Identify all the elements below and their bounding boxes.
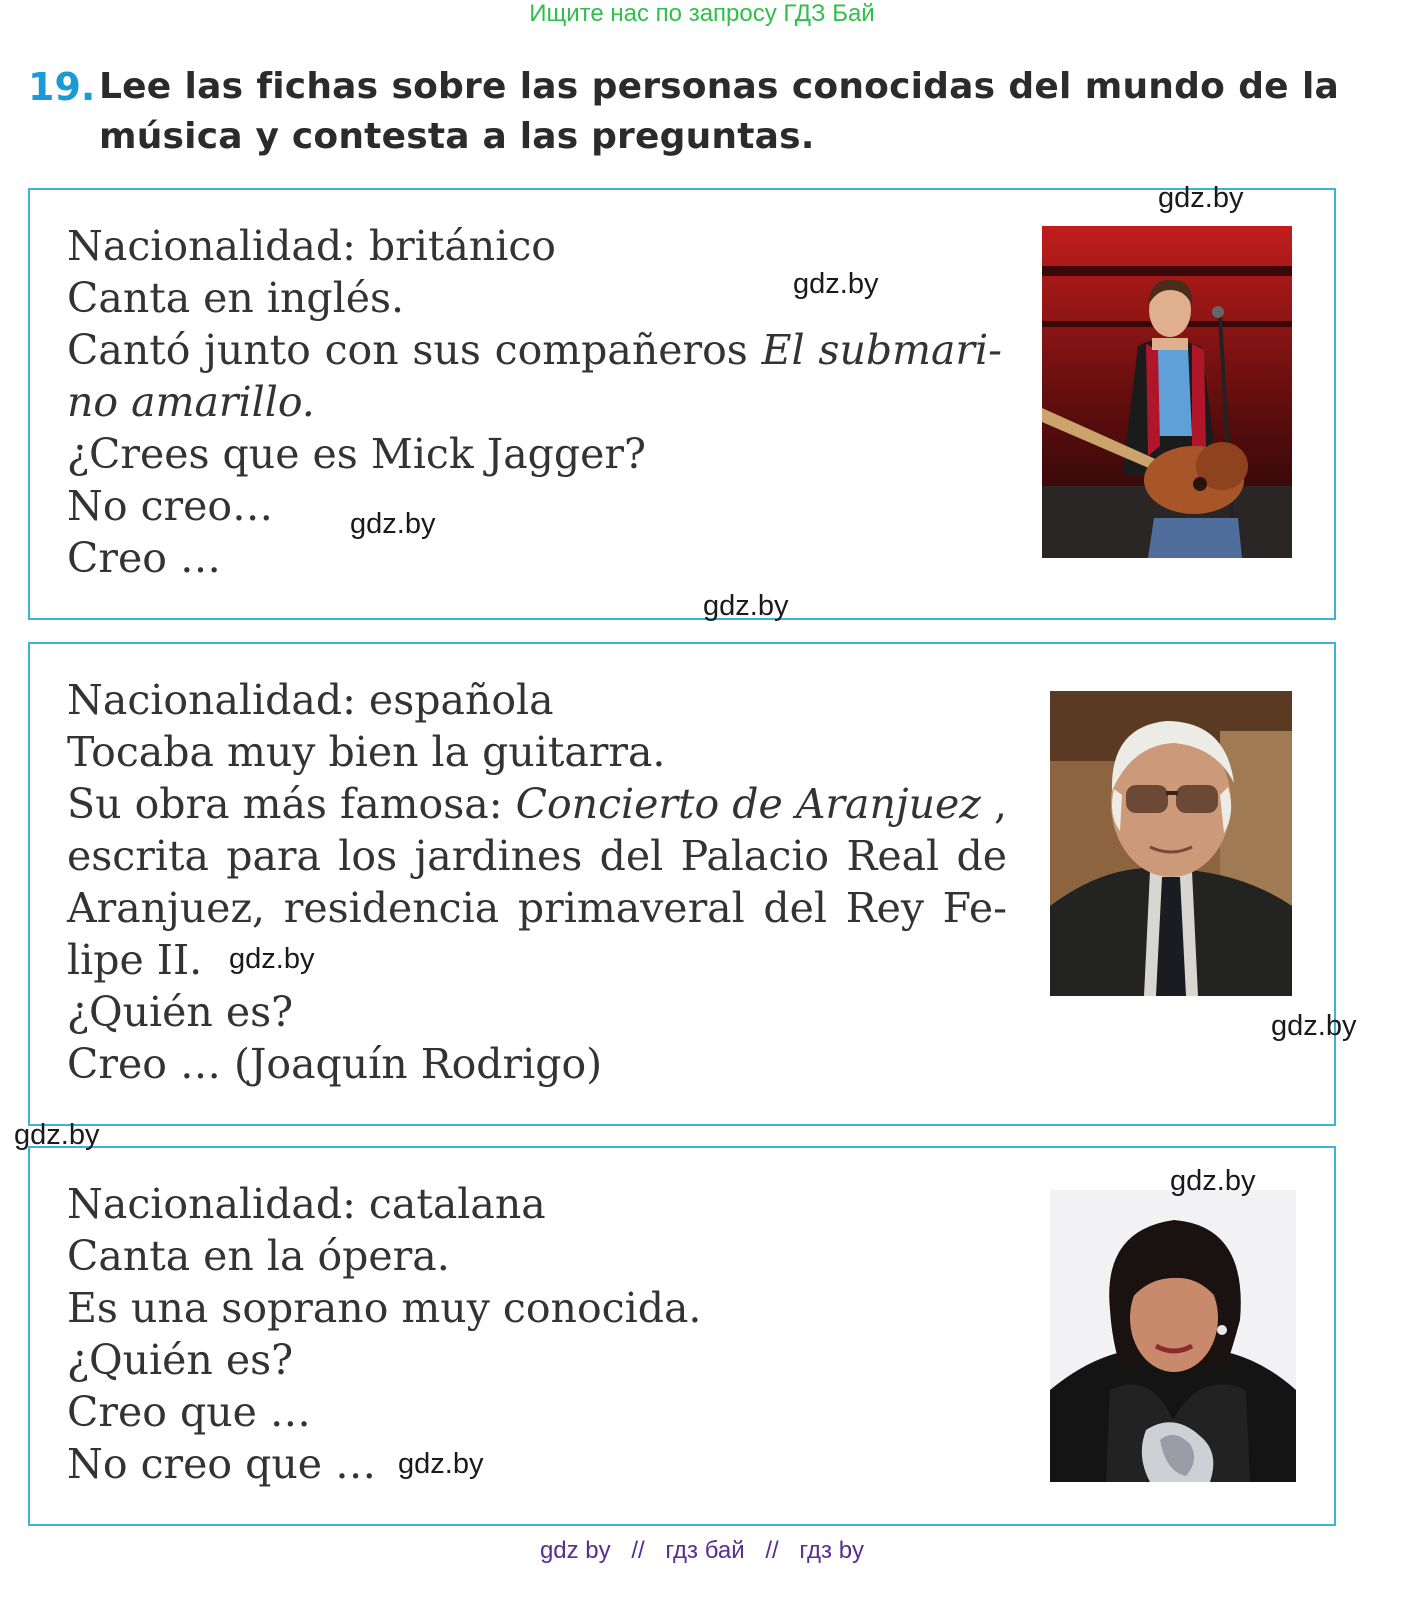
- card-1-song-title-end: no amarillo.: [67, 378, 315, 426]
- card-1-line: Canta en inglés.: [67, 274, 405, 322]
- card-2-work-title: Concierto de Aranjuez: [515, 780, 981, 828]
- card-2-line: Creo … (Joaquín Rodrigo): [67, 1040, 603, 1088]
- card-2-comma: ,: [980, 780, 1007, 828]
- exercise-number: 19.: [28, 65, 96, 109]
- card-1-line: ¿Crees que es Mick Jagger?: [67, 430, 646, 478]
- footer-links: [0, 1536, 1404, 1566]
- card-1-line: Creo …: [67, 534, 221, 582]
- footer-item: гдз by: [799, 1537, 865, 1564]
- card-1-line: [67, 376, 1002, 428]
- photo-composer: [1050, 691, 1292, 996]
- card-2-line: ¿Quién es?: [67, 988, 294, 1036]
- footer-separator: //: [631, 1537, 645, 1564]
- info-card-1: [28, 188, 1336, 620]
- top-banner: Ищите нас по запросу ГДЗ Бай: [529, 0, 875, 27]
- watermark: gdz.by: [14, 1119, 100, 1151]
- card-3-line: Creo que …: [67, 1388, 311, 1436]
- card-2-line: Aranjuez, residencia primaveral del Rey Fe-: [67, 884, 1007, 932]
- card-3-text: [67, 1178, 967, 1490]
- card-2-text: [67, 674, 1007, 1090]
- watermark: gdz.by: [1170, 1165, 1256, 1197]
- card-3-line: ¿Quién es?: [67, 1336, 294, 1384]
- watermark: gdz.by: [398, 1448, 484, 1480]
- info-card-3: [28, 1146, 1336, 1526]
- card-3-line: Canta en la ópera.: [67, 1232, 450, 1280]
- card-3-line: Nacionalidad: catalana: [67, 1180, 546, 1228]
- card-2-text-segment: Su obra más famosa:: [67, 780, 503, 828]
- card-2-line: lipe II.: [67, 936, 203, 984]
- info-card-2: [28, 642, 1336, 1126]
- watermark: gdz.by: [1158, 182, 1244, 214]
- card-2-line: escrita para los jardines del Palacio Real de: [67, 832, 1007, 880]
- card-1-text-segment: Cantó junto con sus compañeros: [67, 326, 748, 374]
- card-2-line: [67, 778, 1007, 830]
- footer-separator: //: [765, 1537, 779, 1564]
- footer-item: gdz by: [539, 1537, 611, 1564]
- watermark: gdz.by: [703, 590, 789, 622]
- watermark: gdz.by: [350, 508, 436, 540]
- exercise-instruction: Lee las fichas sobre las personas conocidas del mundo de la música y contesta a las preguntas.: [99, 66, 1339, 157]
- photo-singer-guitar: [1042, 226, 1292, 558]
- watermark: gdz.by: [1271, 1010, 1357, 1042]
- watermark: gdz.by: [793, 268, 879, 300]
- card-1-song-title: El submari-: [761, 326, 1002, 374]
- card-2-line: Nacionalidad: española: [67, 676, 554, 724]
- photo-soprano: [1050, 1190, 1296, 1482]
- card-3-line: No creo que …: [67, 1440, 377, 1488]
- card-1-line: Nacionalidad: británico: [67, 222, 556, 270]
- card-3-line: Es una soprano muy conocida.: [67, 1284, 702, 1332]
- watermark: gdz.by: [229, 943, 315, 975]
- card-2-line: Tocaba muy bien la guitarra.: [67, 728, 666, 776]
- footer-item: гдз бай: [665, 1537, 745, 1564]
- card-1-line: No creo…: [67, 482, 274, 530]
- card-1-line: [67, 324, 1002, 376]
